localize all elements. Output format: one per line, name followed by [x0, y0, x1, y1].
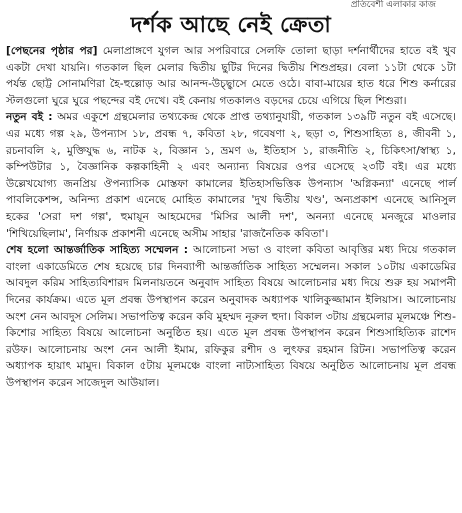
- previous-article-fragment: প্রতিবেশী এলাকার কাজ: [350, 0, 436, 10]
- headline: দর্শক আছে নেই ক্রেতা: [130, 13, 332, 38]
- article-paragraph-new-books: [6, 109, 456, 242]
- continuation-marker: [পেছনের পৃষ্ঠার পর]: [6, 45, 98, 57]
- subhead-conference: শেষ হলো আন্তর্জাতিক সাহিত্য সম্মেলন :: [6, 244, 189, 257]
- article-paragraph-intro: [6, 43, 456, 109]
- subhead-new-books: নতুন বই :: [6, 111, 53, 124]
- paragraph-text: অমর একুশে গ্রন্থমেলার তথ্যকেন্দ্র থেকে প্রাপ্ত তথ্যানুযায়ী, গতকাল ১৩৯টি নতুন বই এসেছে। এর মধ্যে গল্প ২৯, উপন্যাস ১৮, প্রবন্ধ ৭, কবিতা ২৮, গবেষণা ২, ছড়া ৩, শিশুসাহিত্য ৪, জীবনী ১, রচনাবলি ২, মুক্তিযুদ্ধ ৬, নাটক ২, বিজ্ঞান ১, ভ্রমণ ৬, ইতিহাস ১, রাজনীতি ২, চিকিৎসা/স্বাস্থ্য ১, কম্পিউটার ১, বৈজ্ঞানিক কল্পকাহিনী ২ এবং অন্যান্য বিষয়ের ওপর এসেছে ২৩টি বই। এর মধ্যে উল্লেখযোগ্য জনপ্রিয় ঔপন্যাসিক মোস্তফা কামালের ইতিহাসভিত্তিক উপন্যাস 'অগ্নিকন্যা' এনেছে পার্ল পাবলিকেশন্স, অনিন্দ্য প্রকাশ এনেছে মোহিত কামালের 'দুখ দ্বিতীয় খণ্ড', অন্যপ্রকাশ এনেছে আনিসুল হকের 'সেরা দশ গল্প', হুমায়ূন আহমেদের 'মিসির আলী দশ', অনন্যা এনেছে মনজুরে মাওলার 'শিখিয়েছিলাম', নির্ণায়ক প্রকাশনী এনেছে অসীম সাহার 'রাজনৈতিক কবিতা'।: [6, 111, 456, 240]
- article-paragraph-conference: [6, 242, 456, 391]
- paragraph-text: আলোচনা সভা ও বাংলা কবিতা আবৃত্তির মধ্য দিয়ে গতকাল বাংলা একাডেমিতে শেষ হয়েছে চার দিনব্যাপী আন্তর্জাতিক সাহিত্য সম্মেলন। সকাল ১০টায় একাডেমির আবদুল করিম সাহিত্যবিশারদ মিলনায়তনে অনুবাদ সাহিত্য বিষয়ে আলোচনার মধ্য দিয়ে শুরু হয় সমাপনী দিনের কার্যক্রম। এতে মূল প্রবন্ধ উপস্থাপন করেন অনুবাদক অধ্যাপক খালিকুজ্জামান ইলিয়াস। আলোচনায় অংশ নেন আবদুস সেলিম। সভাপতিত্ব করেন কবি মুহম্মদ নূরুল হুদা। বিকাল ৩টায় গ্রন্থমেলার মূলমঞ্চে শিশু-কিশোর সাহিত্য বিষয়ে আলোচনা অনুষ্ঠিত হয়। এতে মূল প্রবন্ধ উপস্থাপন করেন শিশুসাহিত্যিক রাশেদ রউফ। আলোচনায় অংশ নেন আলী ইমাম, রফিকুর রশীদ ও লুৎফর রহমান রিটন। সভাপতিত্ব করেন অধ্যাপক হায়াৎ মামুদ। বিকাল ৫টায় মূলমঞ্চে বাংলা নাট্যসাহিত্য বিষয়ে অনুষ্ঠিত আলোচনায় মূল প্রবন্ধ উপস্থাপন করেন সাজেদুল আউয়াল।: [6, 244, 456, 389]
- paragraph-text: মেলাপ্রাঙ্গণে যুগল আর সপরিবারে সেলফি তোলা ছাড়া দর্শনার্থীদের হাতে বই খুব একটা দেখা যায়নি। গতকাল ছিল মেলার দ্বিতীয় ছুটির দিনের দ্বিতীয় শিশুপ্রহর। বেলা ১১টা থেকে ১টা পর্যন্ত ছোট্ট সোনামণিরা হৈ-হুল্লোড় আর আনন্দ-উচ্ছ্বাসে মেতে ওঠে। বাবা-মায়ের হাত ধরে শিশু কর্নারের স্টলগুলো ঘুরে ঘুরে পছন্দের বই দেখে। বই কেনায় গতকালও বড়দের চেয়ে এগিয়ে ছিল শিশুরা।: [6, 45, 457, 107]
